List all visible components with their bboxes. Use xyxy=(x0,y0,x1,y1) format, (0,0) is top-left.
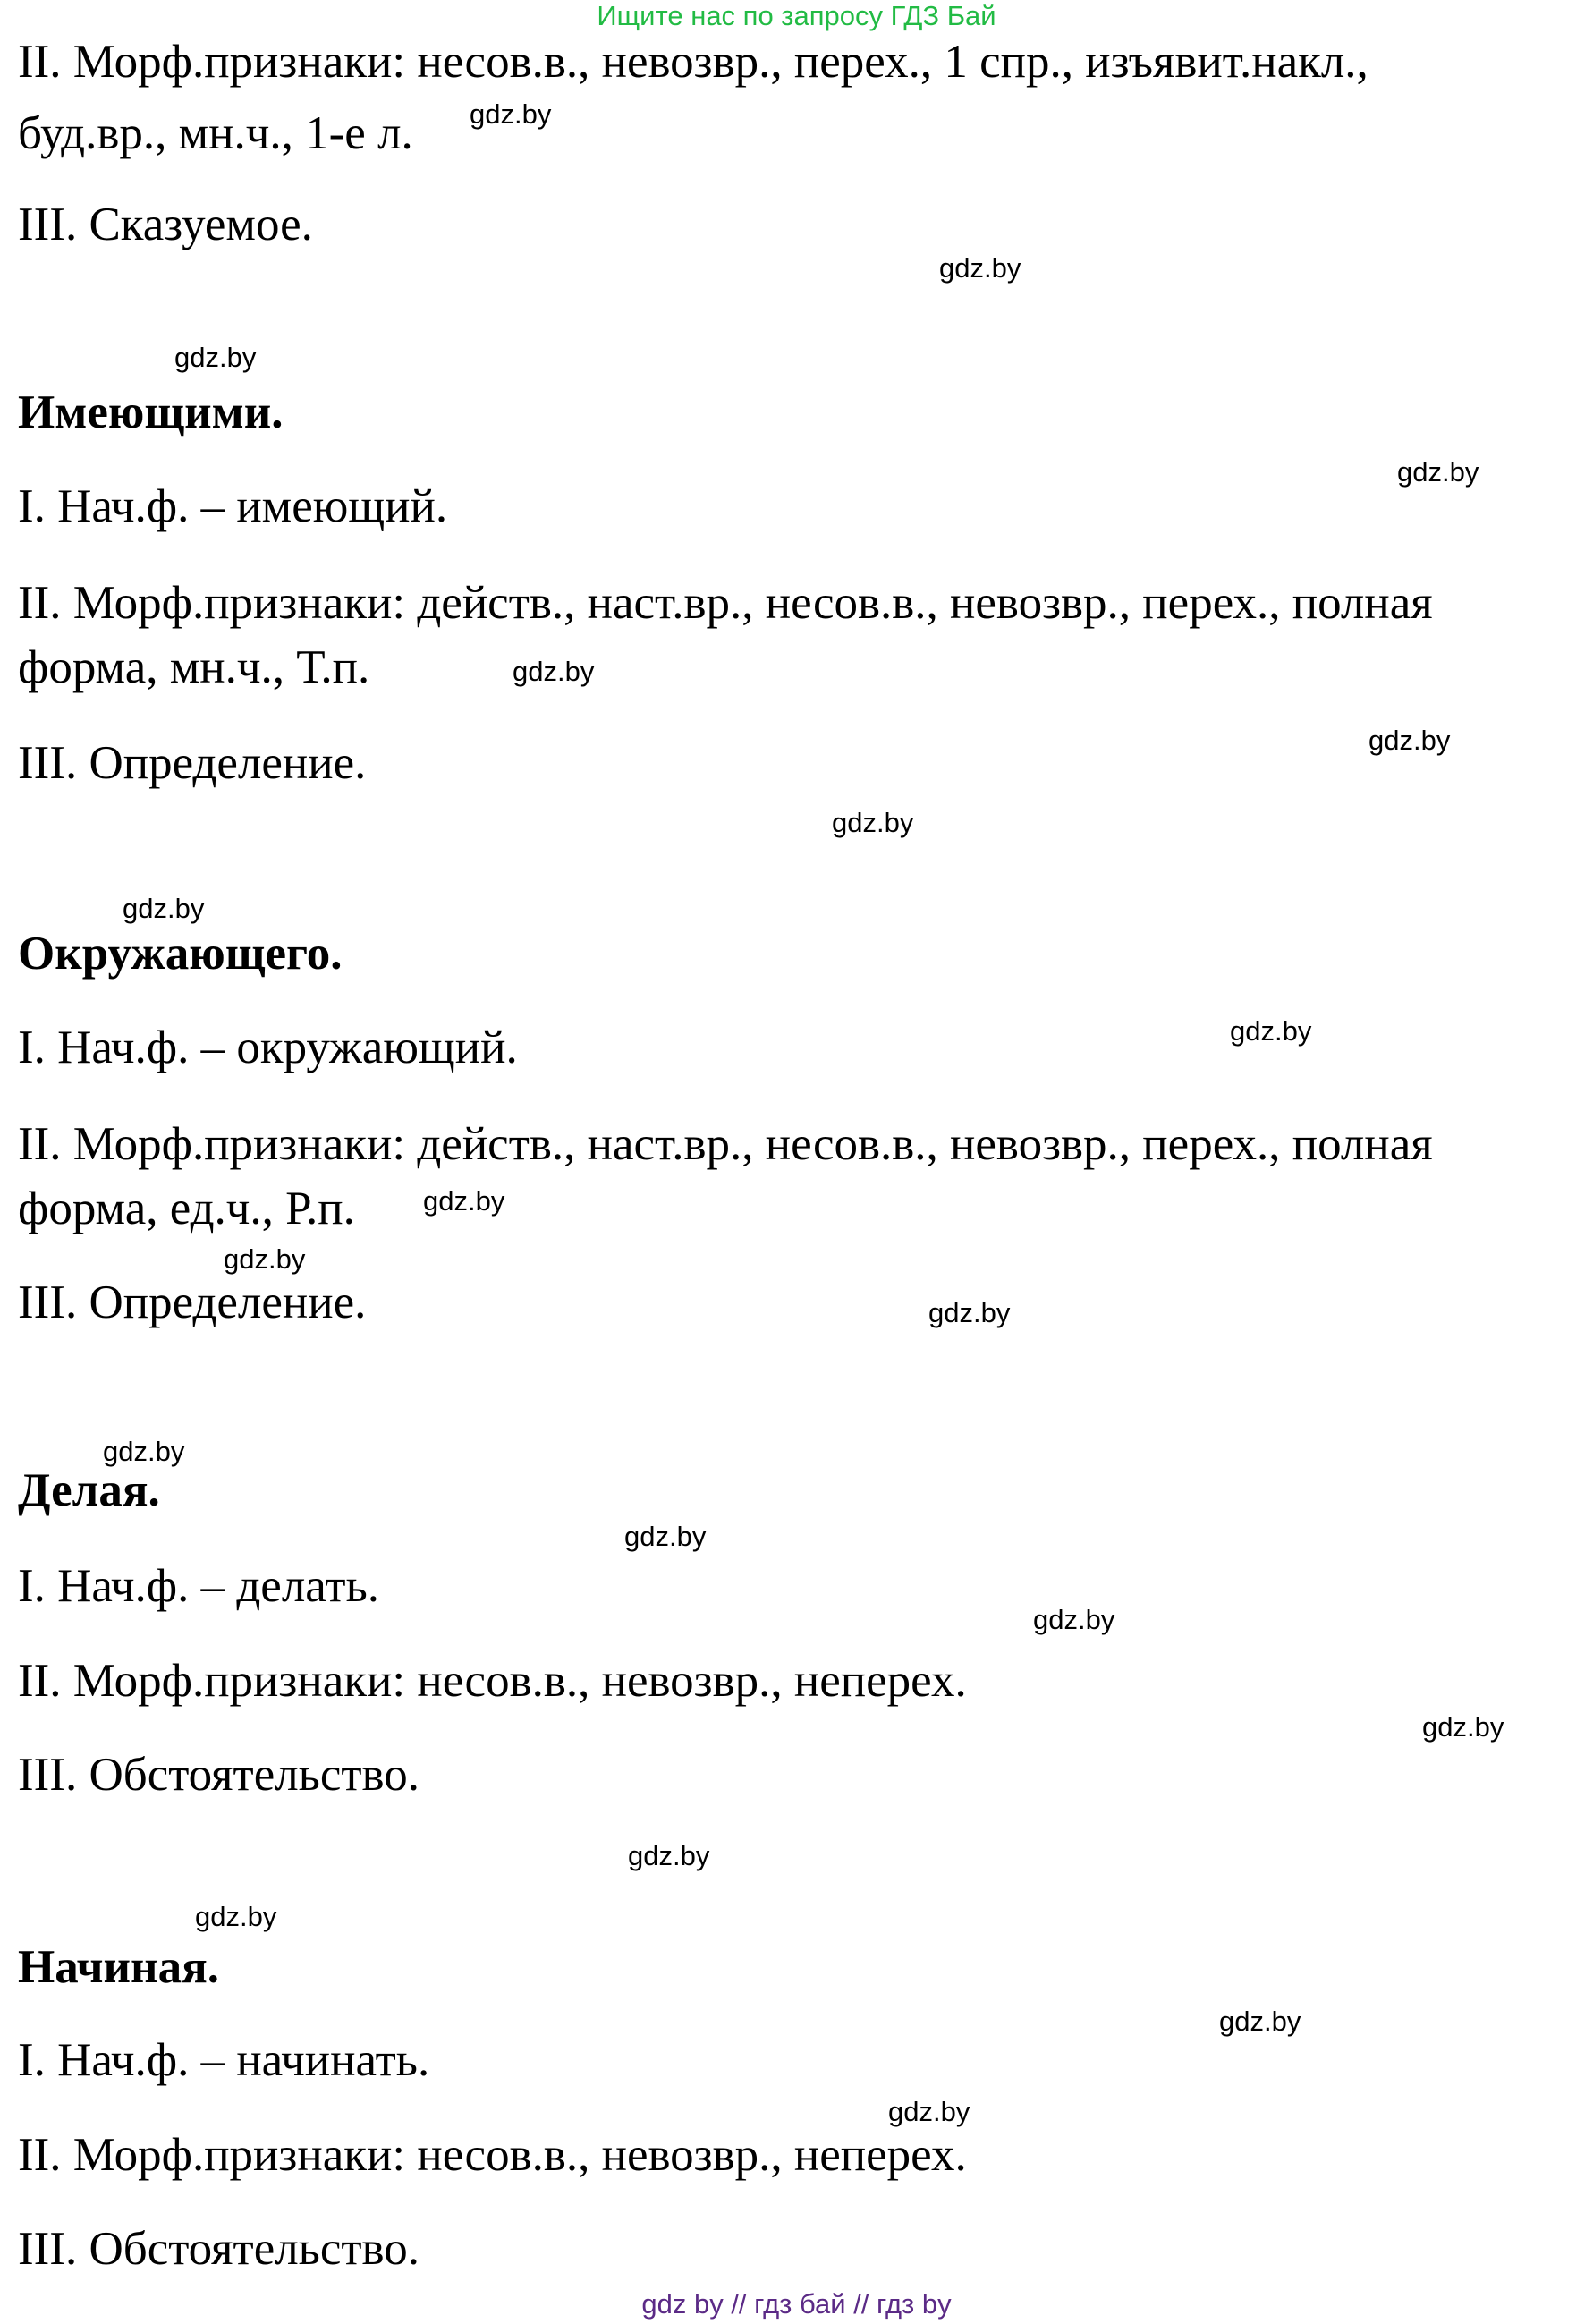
watermark: gdz.by xyxy=(888,2096,970,2127)
text-line: II. Морф.признаки: несов.в., невозвр., перех., 1 спр., изъявит.накл., xyxy=(18,36,1368,88)
watermark: gdz.by xyxy=(123,893,205,924)
section-heading: Имеющими. xyxy=(18,386,284,438)
text-line: II. Морф.признаки: действ., наст.вр., несов.в., невозвр., перех., полная xyxy=(18,1118,1433,1170)
watermark: gdz.by xyxy=(939,252,1021,284)
watermark: gdz.by xyxy=(928,1297,1011,1328)
text-line: форма, мн.ч., Т.п. xyxy=(18,641,370,693)
text-line: I. Нач.ф. – делать. xyxy=(18,1560,379,1612)
text-line: III. Обстоятельство. xyxy=(18,1749,419,1801)
watermark: gdz.by xyxy=(224,1243,306,1275)
section-heading: Начиная. xyxy=(18,1941,219,1993)
watermark: gdz.by xyxy=(1033,1604,1115,1635)
watermark: gdz.by xyxy=(174,342,257,373)
watermark: gdz.by xyxy=(624,1521,707,1552)
watermark: gdz.by xyxy=(1422,1711,1504,1743)
text-line: I. Нач.ф. – имеющий. xyxy=(18,480,448,532)
watermark: gdz.by xyxy=(195,1901,277,1932)
top-banner: Ищите нас по запросу ГДЗ Бай xyxy=(597,0,996,31)
text-line: III. Обстоятельство. xyxy=(18,2223,419,2275)
watermark: gdz.by xyxy=(1397,456,1479,488)
watermark: gdz.by xyxy=(1219,2006,1301,2037)
text-line: I. Нач.ф. – начинать. xyxy=(18,2034,430,2086)
text-line: II. Морф.признаки: несов.в., невозвр., неперех. xyxy=(18,2129,967,2181)
section-heading: Окружающего. xyxy=(18,928,343,980)
watermark: gdz.by xyxy=(513,656,595,687)
watermark: gdz.by xyxy=(470,98,552,130)
footer-links: gdz by // гдз бай // гдз by xyxy=(641,2288,952,2320)
text-line: I. Нач.ф. – окружающий. xyxy=(18,1022,518,1073)
watermark: gdz.by xyxy=(1368,725,1451,756)
text-line: форма, ед.ч., Р.п. xyxy=(18,1183,355,1234)
text-line: III. Определение. xyxy=(18,1277,367,1328)
text-line: II. Морф.признаки: несов.в., невозвр., неперех. xyxy=(18,1655,967,1707)
watermark: gdz.by xyxy=(628,1840,710,1871)
section-heading: Делая. xyxy=(18,1464,160,1516)
text-line: буд.вр., мн.ч., 1-е л. xyxy=(18,107,413,159)
watermark: gdz.by xyxy=(832,807,914,838)
text-line: III. Сказуемое. xyxy=(18,199,313,250)
watermark: gdz.by xyxy=(423,1185,505,1217)
text-line: III. Определение. xyxy=(18,737,367,789)
watermark: gdz.by xyxy=(1230,1015,1312,1047)
watermark: gdz.by xyxy=(103,1436,185,1467)
text-line: II. Морф.признаки: действ., наст.вр., несов.в., невозвр., перех., полная xyxy=(18,577,1433,629)
